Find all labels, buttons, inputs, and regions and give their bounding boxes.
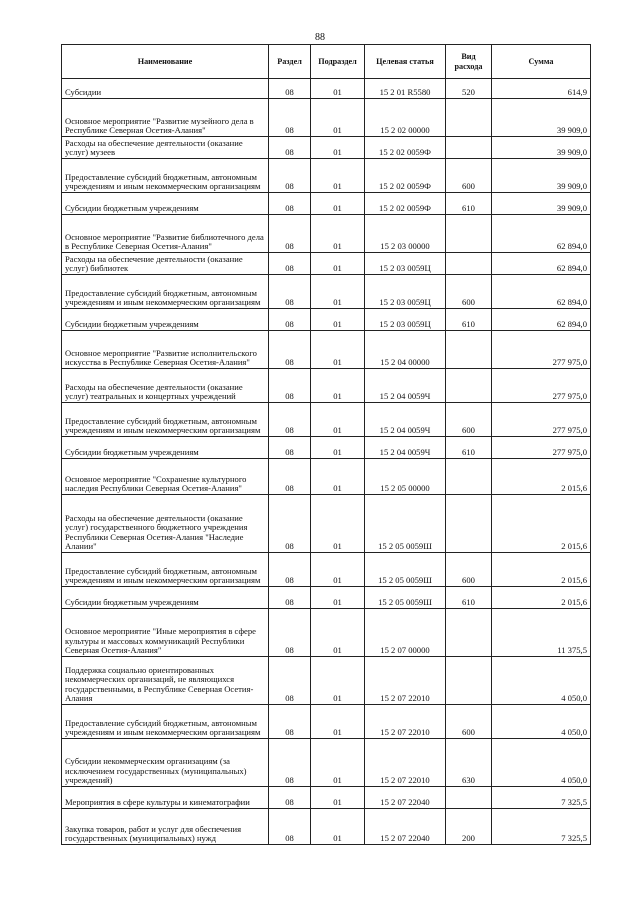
table-row xyxy=(62,275,591,309)
row-target: 15 2 07 22040 xyxy=(365,809,446,845)
row-target: 15 2 03 0059Ц xyxy=(365,275,446,309)
row-section: 08 xyxy=(269,331,311,369)
table-row xyxy=(62,459,591,495)
row-name: Расходы на обеспечение деятельности (оказание услуг) театральных и концертных учреждений xyxy=(62,369,269,403)
row-subsection: 01 xyxy=(311,137,365,159)
row-amount: 11 375,5 xyxy=(492,609,591,657)
row-target: 15 2 04 0059Ч xyxy=(365,403,446,437)
table-row xyxy=(62,215,591,253)
row-target: 15 2 07 22010 xyxy=(365,739,446,787)
row-section: 08 xyxy=(269,193,311,215)
row-name: Расходы на обеспечение деятельности (оказание услуг) библиотек xyxy=(62,253,269,275)
table-row xyxy=(62,553,591,587)
row-subsection: 01 xyxy=(311,369,365,403)
row-amount: 2 015,6 xyxy=(492,587,591,609)
row-subsection: 01 xyxy=(311,657,365,705)
row-amount: 2 015,6 xyxy=(492,459,591,495)
row-subsection: 01 xyxy=(311,309,365,331)
row-section: 08 xyxy=(269,137,311,159)
row-name: Предоставление субсидий бюджетным, автономным учреждениям и иным некоммерческим организациям xyxy=(62,403,269,437)
table-row xyxy=(62,705,591,739)
table-row xyxy=(62,437,591,459)
header-section: Раздел xyxy=(269,45,311,79)
row-target: 15 2 04 0059Ч xyxy=(365,369,446,403)
row-amount: 39 909,0 xyxy=(492,137,591,159)
page-number: 88 xyxy=(315,32,325,43)
row-name: Субсидии xyxy=(62,79,269,99)
row-name: Субсидии бюджетным учреждениям xyxy=(62,437,269,459)
row-target: 15 2 07 22010 xyxy=(365,657,446,705)
row-name: Поддержка социально ориентированных некоммерческих организаций, не являющихся государственными, в Республике Северная Осетия-Алания xyxy=(62,657,269,705)
row-section: 08 xyxy=(269,159,311,193)
row-amount: 39 909,0 xyxy=(492,193,591,215)
row-expense-type xyxy=(446,137,492,159)
row-expense-type: 610 xyxy=(446,437,492,459)
row-subsection: 01 xyxy=(311,739,365,787)
row-target: 15 2 03 00000 xyxy=(365,215,446,253)
row-expense-type: 610 xyxy=(446,587,492,609)
row-target: 15 2 04 0059Ч xyxy=(365,437,446,459)
row-section: 08 xyxy=(269,253,311,275)
row-expense-type: 600 xyxy=(446,275,492,309)
row-target: 15 2 05 00000 xyxy=(365,459,446,495)
row-amount: 2 015,6 xyxy=(492,553,591,587)
row-subsection: 01 xyxy=(311,787,365,809)
row-expense-type: 200 xyxy=(446,809,492,845)
row-name: Закупка товаров, работ и услуг для обеспечения государственных (муниципальных) нужд xyxy=(62,809,269,845)
row-subsection: 01 xyxy=(311,495,365,553)
table-row xyxy=(62,809,591,845)
row-expense-type xyxy=(446,369,492,403)
row-expense-type: 610 xyxy=(446,193,492,215)
budget-table xyxy=(61,44,591,845)
row-section: 08 xyxy=(269,309,311,331)
row-target: 15 2 04 00000 xyxy=(365,331,446,369)
table-row xyxy=(62,369,591,403)
row-amount: 2 015,6 xyxy=(492,495,591,553)
row-subsection: 01 xyxy=(311,79,365,99)
table-row xyxy=(62,159,591,193)
row-target: 15 2 01 R5580 xyxy=(365,79,446,99)
table-row xyxy=(62,739,591,787)
row-expense-type: 520 xyxy=(446,79,492,99)
row-amount: 277 975,0 xyxy=(492,369,591,403)
row-section: 08 xyxy=(269,587,311,609)
table-row xyxy=(62,253,591,275)
row-name: Предоставление субсидий бюджетным, автономным учреждениям и иным некоммерческим организациям xyxy=(62,159,269,193)
table-row xyxy=(62,403,591,437)
row-section: 08 xyxy=(269,739,311,787)
row-expense-type: 610 xyxy=(446,309,492,331)
row-section: 08 xyxy=(269,99,311,137)
table-row xyxy=(62,495,591,553)
row-target: 15 2 05 0059Ш xyxy=(365,553,446,587)
row-subsection: 01 xyxy=(311,331,365,369)
row-subsection: 01 xyxy=(311,459,365,495)
row-section: 08 xyxy=(269,403,311,437)
row-subsection: 01 xyxy=(311,275,365,309)
row-amount: 614,9 xyxy=(492,79,591,99)
row-target: 15 2 07 22040 xyxy=(365,787,446,809)
row-amount: 62 894,0 xyxy=(492,309,591,331)
table-row xyxy=(62,587,591,609)
row-name: Субсидии бюджетным учреждениям xyxy=(62,587,269,609)
row-expense-type: 600 xyxy=(446,403,492,437)
header-amount: Сумма xyxy=(492,45,591,79)
row-amount: 4 050,0 xyxy=(492,657,591,705)
row-name: Субсидии бюджетным учреждениям xyxy=(62,309,269,331)
row-target: 15 2 03 0059Ц xyxy=(365,309,446,331)
row-target: 15 2 02 00000 xyxy=(365,99,446,137)
table-row xyxy=(62,193,591,215)
table-row xyxy=(62,657,591,705)
row-section: 08 xyxy=(269,79,311,99)
row-target: 15 2 02 0059Ф xyxy=(365,137,446,159)
header-subsection: Подраздел xyxy=(311,45,365,79)
table-row xyxy=(62,99,591,137)
row-name: Предоставление субсидий бюджетным, автономным учреждениям и иным некоммерческим организациям xyxy=(62,705,269,739)
row-name: Предоставление субсидий бюджетным, автономным учреждениям и иным некоммерческим организациям xyxy=(62,553,269,587)
row-amount: 4 050,0 xyxy=(492,705,591,739)
row-amount: 39 909,0 xyxy=(492,99,591,137)
row-section: 08 xyxy=(269,459,311,495)
header-expense-type: Вид расхода xyxy=(446,45,492,79)
row-subsection: 01 xyxy=(311,809,365,845)
row-expense-type xyxy=(446,787,492,809)
row-name: Субсидии бюджетным учреждениям xyxy=(62,193,269,215)
row-expense-type xyxy=(446,331,492,369)
row-expense-type xyxy=(446,99,492,137)
row-name: Основное мероприятие "Иные мероприятия в сфере культуры и массовых коммуникаций Республики Северная Осетия-Алания" xyxy=(62,609,269,657)
row-expense-type xyxy=(446,215,492,253)
row-subsection: 01 xyxy=(311,193,365,215)
row-target: 15 2 02 0059Ф xyxy=(365,193,446,215)
row-section: 08 xyxy=(269,705,311,739)
row-section: 08 xyxy=(269,275,311,309)
row-amount: 7 325,5 xyxy=(492,787,591,809)
row-section: 08 xyxy=(269,787,311,809)
row-name: Основное мероприятие "Сохранение культурного наследия Республики Северная Осетия-Алания" xyxy=(62,459,269,495)
row-name: Основное мероприятие "Развитие музейного дела в Республике Северная Осетия-Алания" xyxy=(62,99,269,137)
row-amount: 7 325,5 xyxy=(492,809,591,845)
row-expense-type xyxy=(446,459,492,495)
table-row xyxy=(62,79,591,99)
row-subsection: 01 xyxy=(311,215,365,253)
table-row xyxy=(62,137,591,159)
row-target: 15 2 07 00000 xyxy=(365,609,446,657)
row-expense-type: 600 xyxy=(446,553,492,587)
row-name: Основное мероприятие "Развитие исполнительского искусства в Республике Северная Осетия-Алания" xyxy=(62,331,269,369)
table-row xyxy=(62,609,591,657)
row-amount: 277 975,0 xyxy=(492,437,591,459)
row-section: 08 xyxy=(269,553,311,587)
row-expense-type xyxy=(446,609,492,657)
row-subsection: 01 xyxy=(311,553,365,587)
row-target: 15 2 05 0059Ш xyxy=(365,587,446,609)
table-header-row xyxy=(62,45,591,79)
row-name: Мероприятия в сфере культуры и кинематографии xyxy=(62,787,269,809)
row-amount: 39 909,0 xyxy=(492,159,591,193)
row-name: Предоставление субсидий бюджетным, автономным учреждениям и иным некоммерческим организациям xyxy=(62,275,269,309)
row-section: 08 xyxy=(269,495,311,553)
row-name: Расходы на обеспечение деятельности (оказание услуг) государственного бюджетного учреждения Республики Северная Осетия-Алания "Наследие Алании" xyxy=(62,495,269,553)
row-section: 08 xyxy=(269,437,311,459)
row-subsection: 01 xyxy=(311,403,365,437)
row-target: 15 2 03 0059Ц xyxy=(365,253,446,275)
row-subsection: 01 xyxy=(311,253,365,275)
row-expense-type: 600 xyxy=(446,705,492,739)
row-amount: 62 894,0 xyxy=(492,215,591,253)
row-name: Расходы на обеспечение деятельности (оказание услуг) музеев xyxy=(62,137,269,159)
row-expense-type xyxy=(446,253,492,275)
row-amount: 277 975,0 xyxy=(492,403,591,437)
row-expense-type: 600 xyxy=(446,159,492,193)
row-amount: 4 050,0 xyxy=(492,739,591,787)
row-subsection: 01 xyxy=(311,159,365,193)
row-amount: 62 894,0 xyxy=(492,253,591,275)
row-expense-type xyxy=(446,657,492,705)
table-row xyxy=(62,331,591,369)
header-name: Наименование xyxy=(62,45,269,79)
table-body xyxy=(62,79,591,845)
row-amount: 277 975,0 xyxy=(492,331,591,369)
row-section: 08 xyxy=(269,215,311,253)
row-subsection: 01 xyxy=(311,609,365,657)
row-section: 08 xyxy=(269,369,311,403)
header-target: Целевая статья xyxy=(365,45,446,79)
row-expense-type: 630 xyxy=(446,739,492,787)
row-section: 08 xyxy=(269,657,311,705)
row-target: 15 2 02 0059Ф xyxy=(365,159,446,193)
row-amount: 62 894,0 xyxy=(492,275,591,309)
row-name: Субсидии некоммерческим организациям (за исключением государственных (муниципальных) учреждений) xyxy=(62,739,269,787)
row-name: Основное мероприятие "Развитие библиотечного дела в Республике Северная Осетия-Алания" xyxy=(62,215,269,253)
row-subsection: 01 xyxy=(311,587,365,609)
row-target: 15 2 05 0059Ш xyxy=(365,495,446,553)
table-row xyxy=(62,787,591,809)
row-target: 15 2 07 22010 xyxy=(365,705,446,739)
row-subsection: 01 xyxy=(311,99,365,137)
row-section: 08 xyxy=(269,809,311,845)
row-subsection: 01 xyxy=(311,437,365,459)
row-subsection: 01 xyxy=(311,705,365,739)
row-expense-type xyxy=(446,495,492,553)
table-row xyxy=(62,309,591,331)
row-section: 08 xyxy=(269,609,311,657)
